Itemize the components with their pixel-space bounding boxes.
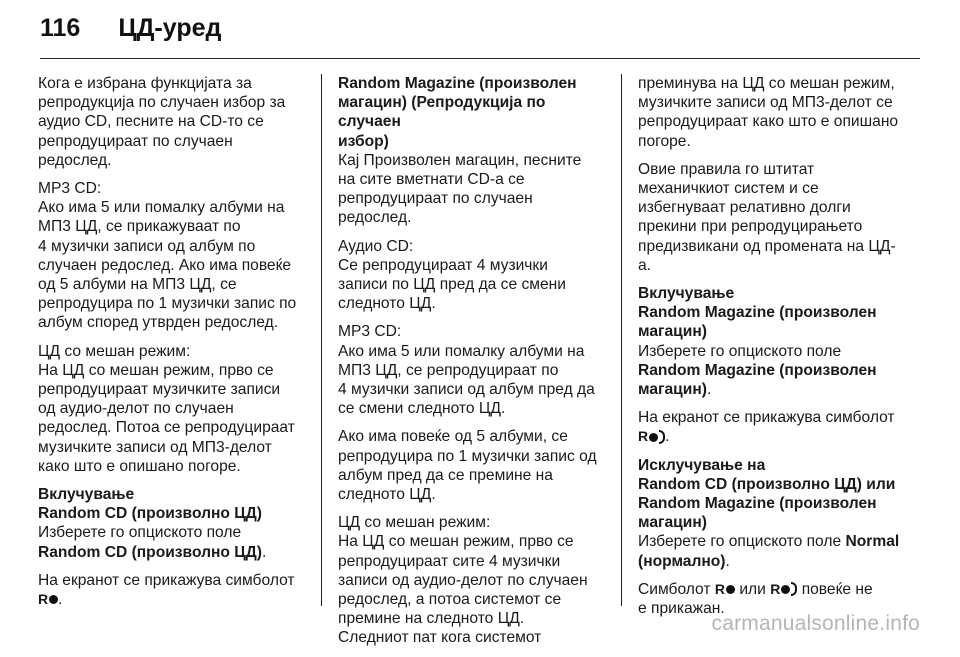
paragraph: Ако има повеќе од 5 албуми, се репродуцира по 1 музички запис од албум пред да се премине на следното ЦД. bbox=[338, 428, 597, 504]
section-enable-random-magazine bbox=[638, 284, 920, 399]
section-heading: Random CD (произволно ЦД) bbox=[38, 505, 262, 523]
column-divider-1 bbox=[321, 74, 322, 606]
random-cd-icon: R bbox=[38, 590, 58, 609]
paragraph: MP3 CD: bbox=[38, 180, 102, 198]
section-heading: Random Magazine (произволен магацин) (Репродукција по случаен избор) bbox=[338, 75, 577, 150]
section-heading: Random Magazine (произволен магацин) bbox=[638, 304, 877, 341]
section-heading: Исклучување на Random CD (произволно ЦД) или Random Magazine (произволен магацин) bbox=[638, 456, 896, 532]
paragraph: ЦД со мешан режим: bbox=[38, 342, 191, 360]
section-enable-random-cd bbox=[38, 485, 310, 562]
random-magazine-icon: R bbox=[638, 427, 665, 446]
random-cd-icon: R bbox=[715, 580, 735, 599]
paragraph: Кај Произволен магацин, песните на сите вметнати CD-а се репродуцираат по случаен редослед. bbox=[338, 151, 582, 227]
section-disable-random bbox=[638, 456, 920, 571]
page-number: 116 bbox=[40, 14, 81, 42]
page-header bbox=[40, 14, 221, 48]
option-random-magazine: Random Magazine (произволен магацин) bbox=[638, 361, 877, 399]
paragraph: MP3 CD: bbox=[338, 323, 402, 341]
option-normal: Normal bbox=[845, 533, 900, 551]
paragraph: ЦД со мешан режим: bbox=[338, 514, 491, 532]
column-divider-2 bbox=[621, 74, 622, 606]
paragraph: На ЦД со мешан режим, прво се репродуцираат сите 4 музички записи од аудио-делот по случаен редослед, а потоа системот се премине на следното ЦД. Следниот пат кога системот bbox=[338, 533, 588, 647]
paragraph: Овие правила го штитат механичкиот систем и се избегнуваат релативно долги прекини при репродуцирањето предизвикани од промената на ЦД- а. bbox=[638, 160, 896, 274]
watermark: carmanualsonline.info bbox=[711, 612, 920, 635]
column-1 bbox=[38, 74, 310, 618]
paragraph: Ако има 5 или помалку албуми на МП3 ЦД, се прикажуваат по 4 музички записи од албум по случаен редослед. Ако има повеќе од 5 албуми на МП3 ЦД, се репродуцира по 1 музички запис по албум според утврден редослед. bbox=[38, 199, 297, 332]
paragraph: преминува на ЦД со мешан режим, музичките записи од МП3-делот се репродуцираат како што е опишано погоре. bbox=[638, 75, 899, 150]
section-heading: Вклучување bbox=[638, 285, 735, 303]
paragraph: Се репродуцираат 4 музички записи по ЦД пред да се смени следното ЦД. bbox=[338, 256, 566, 313]
option-normal-translation: (нормално) bbox=[638, 552, 726, 570]
paragraph: Random Magazine (произволен магацин). bbox=[638, 361, 877, 399]
paragraph: Изберете го опциското поле bbox=[638, 342, 842, 360]
paragraph: Кога е избрана функцијата за репродукција по случаен избор за аудио CD, песните на CD-то се репродуцираат по случаен редослед. bbox=[38, 75, 286, 169]
paragraph: Ако има 5 или помалку албуми на МП3 ЦД, се репродуцираат по 4 музички записи од албум пред да се смени следното ЦД. bbox=[338, 342, 595, 418]
paragraph: Изберете го опциското поле Random CD (произволно ЦД). bbox=[38, 524, 267, 561]
random-magazine-icon: R bbox=[770, 580, 797, 599]
column-3 bbox=[638, 74, 920, 627]
paragraph: Симболот R или R повеќе не е прикажан. bbox=[638, 580, 873, 618]
section-heading: Вклучување bbox=[38, 486, 135, 504]
paragraph: На ЦД со мешан режим, прво се репродуцираат музичките записи од аудио-делот по случаен редослед. Потоа се репродуцираат музичките записи од МП3-делот како што е опишано погоре. bbox=[38, 361, 295, 475]
paragraph: На екранот се прикажува симболот R . bbox=[638, 409, 895, 446]
option-random-cd: Random CD (произволно ЦД) bbox=[38, 543, 262, 561]
page-title: ЦД-уред bbox=[118, 14, 222, 42]
column-2 bbox=[338, 74, 610, 657]
header-rule bbox=[40, 58, 920, 59]
paragraph: Аудио CD: bbox=[338, 237, 414, 255]
paragraph: На екранот се прикажува симболот R . bbox=[38, 571, 295, 609]
paragraph: Изберете го опциското поле Normal (нормално). bbox=[638, 533, 900, 570]
